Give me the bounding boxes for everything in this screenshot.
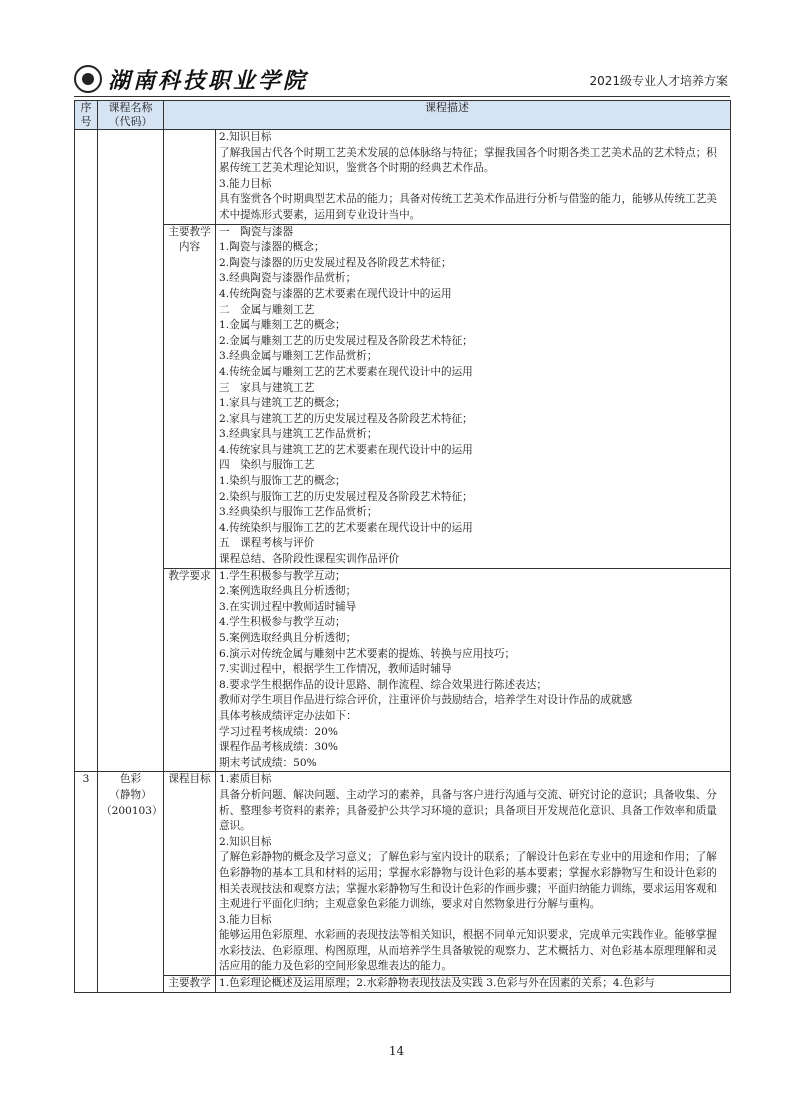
text-line: 7.实训过程中，根据学生工作情况，教师适时辅导 [219, 663, 452, 676]
objectives-content-cell [216, 772, 731, 976]
text-line: 4.传统染织与服饰工艺的艺术要素在现代设计中的运用 [219, 521, 473, 534]
text-line: 3.能力目标 [219, 913, 272, 926]
index-cell-continued [75, 130, 98, 772]
objectives-label-cell: 课程目标 [164, 772, 216, 976]
text-line: 了解色彩静物的概念及学习意义；了解色彩与室内设计的联系；了解设计色彩在专业中的用途和作用；了解色彩静物的基本工具和材料的运用；掌握水彩静物与设计色彩的基本要素；掌握水彩静物写生和设计色彩的相关表现技法和观察方法；掌握水彩静物写生和设计色彩的作画步骤；平面归纳能力训练，要求运用客观和主观进行平面化归纳；主观意象色彩能力训练，要求对自然物象进行分解与重构。 [219, 851, 717, 911]
text-line: 1.染织与服饰工艺的概念； [219, 475, 346, 488]
text-line: 学习过程考核成绩：20% [219, 725, 338, 738]
objectives-label-cell [164, 130, 216, 225]
table-row [75, 224, 731, 568]
table-row [75, 130, 731, 225]
table-row [75, 976, 731, 993]
text-line: 2.知识目标 [219, 835, 272, 848]
text-line: 2.陶瓷与漆器的历史发展过程及各阶段艺术特征； [219, 256, 452, 269]
header-description: 课程描述 [164, 101, 731, 130]
content-label-cell: 主要教学 [164, 976, 216, 993]
text-line: 课程作品考核成绩：30% [219, 741, 338, 754]
text-line: 6.演示对传统金属与雕刻中艺术要素的提炼、转换与应用技巧； [219, 647, 516, 660]
text-line: 1.金属与雕刻工艺的概念； [219, 319, 346, 332]
text-line: 3.经典染织与服饰工艺作品赏析； [219, 506, 378, 519]
text-line: 2.染织与服饰工艺的历史发展过程及各阶段艺术特征； [219, 490, 473, 503]
objectives-content-cell [216, 130, 731, 225]
header-index: 序号 [75, 101, 98, 130]
text-line: 5.案例选取经典且分析透彻； [219, 632, 357, 644]
requirements-cell [216, 568, 731, 772]
text-line: 4.传统陶瓷与漆器的艺术要素在现代设计中的运用 [219, 287, 452, 300]
course-name-cell [98, 772, 164, 992]
text-line: 一 陶瓷与漆器 [219, 225, 294, 238]
text-line: 1.学生积极参与教学互动； [219, 569, 346, 582]
text-line: 具体考核成绩评定办法如下： [219, 709, 357, 722]
table-row [75, 568, 731, 772]
course-name: 色彩 [119, 773, 142, 786]
table-header-row [75, 101, 731, 130]
text-line: 3.在实训过程中教师适时辅导 [219, 600, 357, 613]
text-line: 4.传统家具与建筑工艺的艺术要素在现代设计中的运用 [219, 443, 473, 456]
text-line: 4.学生积极参与教学互动； [219, 616, 346, 629]
text-line: 具有鉴赏各个时期典型艺术品的能力；具备对传统工艺美术作品进行分析与借鉴的能力，能够从传统工艺美术中提炼形式要素，运用到专业设计当中。 [219, 193, 717, 221]
page-number: 14 [388, 1044, 405, 1058]
text-line: 2.金属与雕刻工艺的历史发展过程及各阶段艺术特征； [219, 334, 473, 347]
text-line: 四 染织与服饰工艺 [219, 459, 315, 472]
text-line: 二 金属与雕刻工艺 [219, 303, 315, 316]
text-line: 3.经典陶瓷与漆器作品赏析； [219, 272, 357, 285]
college-seal-icon [74, 65, 102, 93]
text-line: 4.传统金属与雕刻工艺的艺术要素在现代设计中的运用 [219, 365, 473, 378]
requirements-label-cell: 教学要求 [164, 568, 216, 772]
content-cell [216, 976, 731, 993]
document-title: 2021级专业人才培养方案 [589, 74, 728, 88]
course-cell-continued [98, 130, 164, 772]
text-line: 3.能力目标 [219, 177, 272, 190]
text-line: 3.经典金属与雕刻工艺作品赏析； [219, 350, 378, 363]
table-row [75, 772, 731, 976]
text-line: 三 家具与建筑工艺 [219, 381, 315, 394]
course-table [74, 100, 731, 993]
text-line: 课程总结、各阶段性课程实训作品评价 [219, 553, 400, 566]
text-line: 五 课程考核与评价 [219, 537, 315, 550]
text-line: 1.色彩理论概述及运用原理；2.水彩静物表现技法及实践 3.色彩与外在因素的关系；4.色彩与 [219, 977, 655, 990]
content-cell [216, 224, 731, 568]
text-line: 2.家具与建筑工艺的历史发展过程及各阶段艺术特征； [219, 412, 473, 425]
text-line: 8.要求学生根据作品的设计思路、制作流程、综合效果进行陈述表达； [219, 678, 547, 691]
content-label-cell: 主要教学内容 [164, 224, 216, 568]
course-index-cell: 3 [75, 772, 98, 992]
college-logo [74, 64, 308, 94]
text-line: 了解我国古代各个时期工艺美术发展的总体脉络与特征；掌握我国各个时期各类工艺美术品的艺术特点；积累传统工艺美术理论知识，鉴赏各个时期的经典艺术作品。 [219, 146, 717, 175]
text-line: 能够运用色彩原理、水彩画的表现技法等相关知识，根据不同单元知识要求，完成单元实践作业。能够掌握水彩技法、色彩原理、构图原理，从而培养学生具备敏锐的观察力、艺术概括力、对色彩基本原理理解和灵活应用的能力及色彩的空间形象思维表达的能力。 [219, 929, 717, 973]
text-line: 2.案例选取经典且分析透彻； [219, 585, 357, 598]
text-line: 1.素质目标 [219, 773, 272, 786]
text-line: 1.家具与建筑工艺的概念； [219, 397, 346, 410]
text-line: 具备分析问题、解决问题、主动学习的素养，具备与客户进行沟通与交流、研究讨论的意识；具备收集、分析、整理参考资料的素养；具备爱护公共学习环境的意识；具备项目开发规范化意识、具备工作效率和质量意识。 [219, 788, 717, 833]
text-line: 3.经典家具与建筑工艺作品赏析； [219, 428, 378, 441]
text-line: 教师对学生项目作品进行综合评价，注重评价与鼓励结合，培养学生对设计作品的成就感 [219, 694, 633, 707]
header-divider [74, 96, 730, 97]
college-name-logo: 湖南科技职业学院 [108, 67, 309, 94]
header-course: 课程名称（代码） [98, 101, 164, 130]
page-header [74, 62, 730, 96]
text-line: 2.知识目标 [219, 131, 272, 143]
text-line: 期末考试成绩：50% [219, 756, 317, 769]
course-code: （200103） [101, 804, 163, 817]
text-line: 1.陶瓷与漆器的概念； [219, 241, 325, 254]
course-subname: （静物） [109, 788, 152, 801]
